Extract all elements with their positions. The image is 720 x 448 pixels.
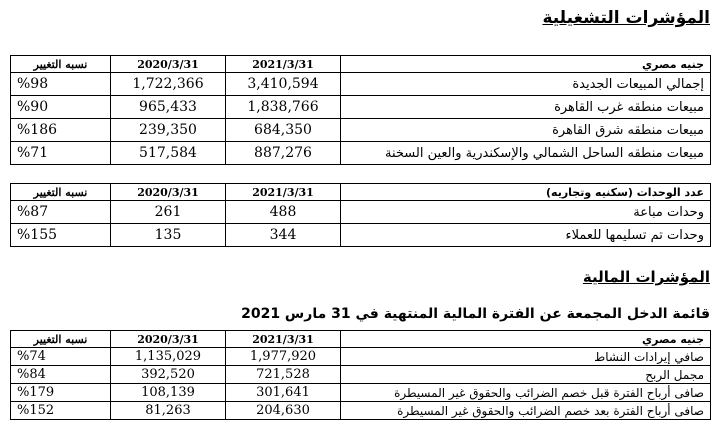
table-row bbox=[11, 384, 711, 402]
cell-label: صافى أرباح الفترة بعد خصم الضرائب والحقوق غير المسيطرة bbox=[341, 402, 711, 420]
header-curr-date: 2021/3/31 bbox=[226, 56, 341, 73]
cell-change: %71 bbox=[11, 142, 111, 165]
financial-indicators-title: المؤشرات المالية bbox=[582, 268, 710, 286]
cell-curr: 204,630 bbox=[226, 402, 341, 420]
cell-prev: 965,433 bbox=[111, 96, 226, 119]
table-header-row bbox=[11, 184, 711, 201]
cell-change: %186 bbox=[11, 119, 111, 142]
header-prev-date: 2020/3/31 bbox=[111, 56, 226, 73]
cell-change: %98 bbox=[11, 73, 111, 96]
header-prev-date: 2020/3/31 bbox=[111, 331, 226, 348]
income-table bbox=[10, 330, 711, 420]
cell-curr: 1,838,766 bbox=[226, 96, 341, 119]
cell-label: صافى أرباح الفترة قبل خصم الضرائب والحقوق غير المسيطرة bbox=[341, 384, 711, 402]
cell-curr: 1,977,920 bbox=[226, 348, 341, 366]
sales-table bbox=[10, 55, 711, 165]
cell-curr: 344 bbox=[226, 224, 341, 247]
cell-change: %87 bbox=[11, 201, 111, 224]
cell-label: وحدات مباعة bbox=[341, 201, 711, 224]
header-change: نسبه التغيير bbox=[11, 331, 111, 348]
cell-prev: 1,722,366 bbox=[111, 73, 226, 96]
cell-label: مبيعات منطقه الساحل الشمالي والإسكندرية والعين السخنة bbox=[341, 142, 711, 165]
cell-prev: 81,263 bbox=[111, 402, 226, 420]
cell-curr: 684,350 bbox=[226, 119, 341, 142]
table-row bbox=[11, 73, 711, 96]
cell-prev: 135 bbox=[111, 224, 226, 247]
cell-curr: 488 bbox=[226, 201, 341, 224]
table-row bbox=[11, 402, 711, 420]
cell-label: وحدات تم تسليمها للعملاء bbox=[341, 224, 711, 247]
cell-prev: 1,135,029 bbox=[111, 348, 226, 366]
header-change: نسبه التغيير bbox=[11, 56, 111, 73]
cell-change: %155 bbox=[11, 224, 111, 247]
cell-curr: 721,528 bbox=[226, 366, 341, 384]
cell-prev: 239,350 bbox=[111, 119, 226, 142]
header-curr-date: 2021/3/31 bbox=[226, 331, 341, 348]
header-curr-date: 2021/3/31 bbox=[226, 184, 341, 201]
operational-indicators-title: المؤشرات التشغيلية bbox=[542, 8, 710, 28]
cell-label: صافي إيرادات النشاط bbox=[341, 348, 711, 366]
cell-change: %84 bbox=[11, 366, 111, 384]
table-row bbox=[11, 142, 711, 165]
header-units: عدد الوحدات (سكنيه وتجاريه) bbox=[341, 184, 711, 201]
cell-change: %152 bbox=[11, 402, 111, 420]
income-statement-subtitle: قائمة الدخل المجمعة عن الفترة المالية المنتهية في 31 مارس 2021 bbox=[241, 306, 710, 322]
cell-label: مبيعات منطقه شرق القاهرة bbox=[341, 119, 711, 142]
units-table bbox=[10, 183, 711, 247]
cell-label: إجمالي المبيعات الجديدة bbox=[341, 73, 711, 96]
cell-change: %74 bbox=[11, 348, 111, 366]
cell-label: مجمل الربح bbox=[341, 366, 711, 384]
header-change: نسبه التغيير bbox=[11, 184, 111, 201]
cell-prev: 517,584 bbox=[111, 142, 226, 165]
cell-curr: 887,276 bbox=[226, 142, 341, 165]
cell-curr: 301,641 bbox=[226, 384, 341, 402]
cell-prev: 261 bbox=[111, 201, 226, 224]
table-row bbox=[11, 119, 711, 142]
table-row bbox=[11, 348, 711, 366]
table-row bbox=[11, 96, 711, 119]
cell-prev: 108,139 bbox=[111, 384, 226, 402]
header-currency: جنيه مصري bbox=[341, 331, 711, 348]
table-header-row bbox=[11, 56, 711, 73]
table-row bbox=[11, 224, 711, 247]
cell-label: مبيعات منطقه غرب القاهرة bbox=[341, 96, 711, 119]
header-prev-date: 2020/3/31 bbox=[111, 184, 226, 201]
cell-prev: 392,520 bbox=[111, 366, 226, 384]
table-row bbox=[11, 201, 711, 224]
cell-change: %179 bbox=[11, 384, 111, 402]
cell-curr: 3,410,594 bbox=[226, 73, 341, 96]
table-header-row bbox=[11, 331, 711, 348]
cell-change: %90 bbox=[11, 96, 111, 119]
table-row bbox=[11, 366, 711, 384]
header-currency: جنيه مصري bbox=[341, 56, 711, 73]
